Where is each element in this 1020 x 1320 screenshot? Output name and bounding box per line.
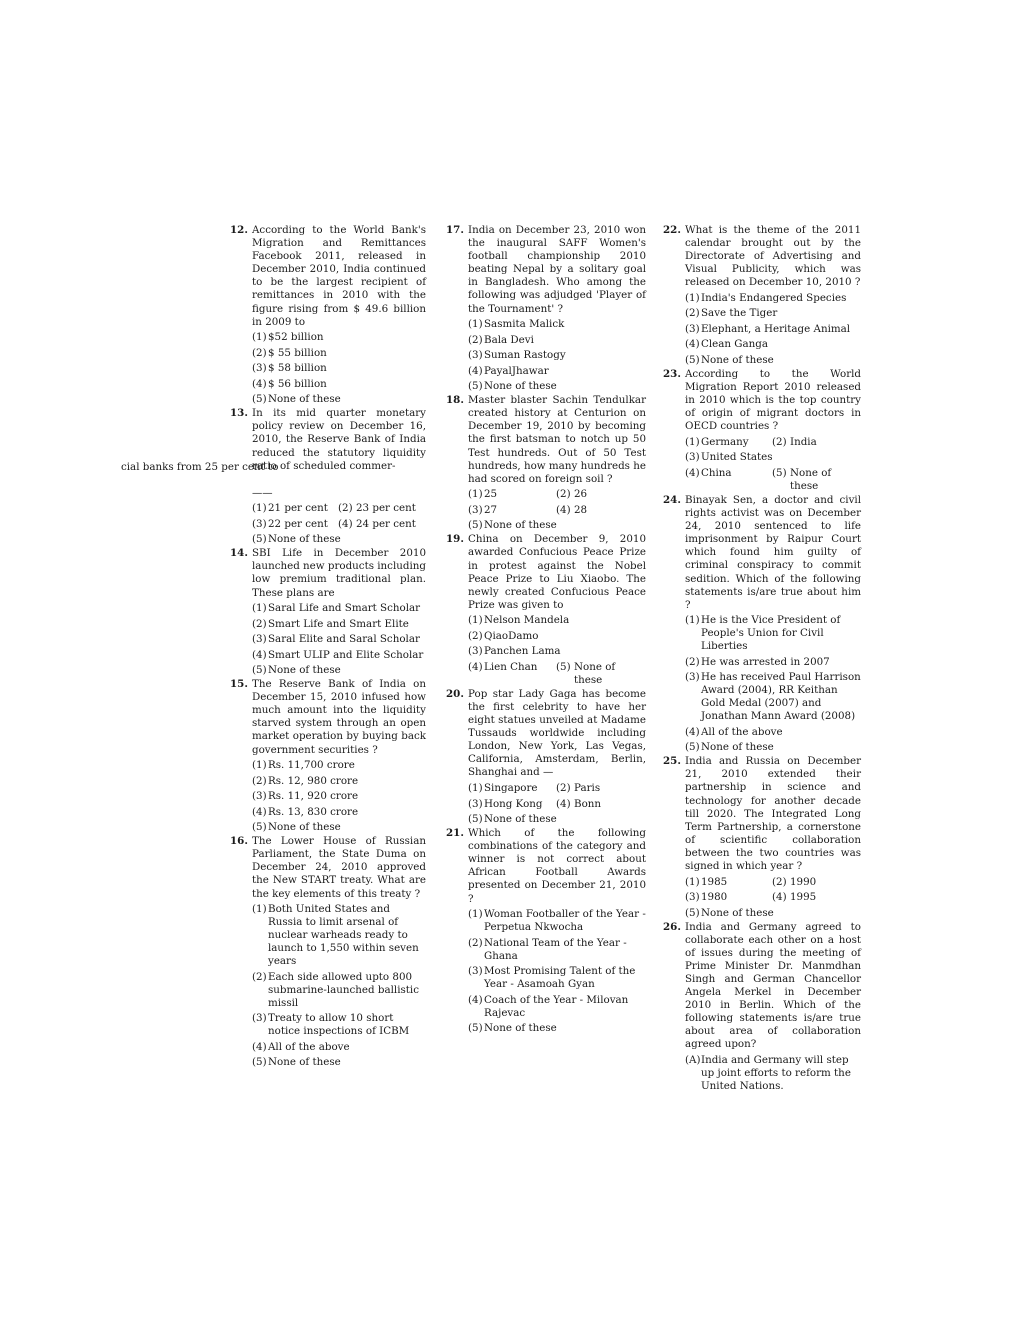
question-text: India and Germany agreed to collaborate each other on a host of issues during the meeting of Prime Minister Dr. Manmdhan Singh and German Chancellor Angela Merkel in December 2010 in Berlin. Which of the following statements is/are true about area of collaboration agreed upon? <box>685 920 861 1051</box>
answer-option-pair <box>685 891 861 904</box>
question-text: In its mid quarter monetary policy review on December 16, 2010, the Reserve Bank of India reduced the statutory liquidity ratio of scheduled commer- <box>252 407 426 472</box>
answer-option-pair <box>252 502 426 515</box>
option-text: 1980 <box>701 891 728 904</box>
option-text: Woman Footballer of the Year - Perpetua Nkwocha <box>484 908 646 934</box>
option-number: (3) <box>252 362 267 375</box>
answer-option <box>685 1054 861 1093</box>
question-16 <box>230 835 426 1069</box>
option-text: Smart Life and Smart Elite <box>268 617 409 630</box>
option-number: (2) <box>685 307 700 320</box>
answer-option <box>252 821 426 834</box>
answer-option <box>252 790 426 803</box>
option-text: None of these <box>484 519 557 532</box>
option-text: None of these <box>701 353 774 366</box>
answer-option <box>685 891 772 904</box>
answer-option-pair <box>468 782 646 795</box>
question-20 <box>446 688 646 826</box>
answer-option <box>468 365 646 378</box>
option-number: (4) <box>338 517 353 530</box>
answer-option <box>468 813 646 826</box>
option-number: (2) <box>252 970 267 983</box>
option-number: (2) <box>252 774 267 787</box>
column-left <box>230 224 426 1070</box>
answer-option <box>685 338 861 351</box>
option-text: He has received Paul Harrison Award (2004), RR Keithan Gold Medal (2007) and Jonathan Mann Award (2008) <box>701 671 861 723</box>
option-text: Sasmita Malick <box>484 318 565 331</box>
option-number: (5) <box>468 380 483 393</box>
question-text: Pop star Lady Gaga has become the first celebrity to have her eight statues unveiled at Madame Tussauds worldwide including London, New York, Las Vegas, California, Amsterdam, Berlin, Shanghai and — <box>468 687 646 779</box>
option-text: Coach of the Year - Milovan Rajevac <box>484 993 629 1019</box>
question-19 <box>446 533 646 687</box>
question-text: China on December 9, 2010 awarded Confucious Peace Prize in protest against the Nobel Peace Prize to Liu Xiaobo. The newly created Confucious Peace Prize was given to <box>468 533 646 611</box>
option-number: (1) <box>252 331 267 344</box>
option-number: (3) <box>252 1012 267 1025</box>
question-number: 18. <box>446 394 464 407</box>
answer-option <box>685 741 861 754</box>
option-text: National Team of the Year - Ghana <box>484 936 627 962</box>
answer-option <box>468 1022 646 1035</box>
option-number: (4) <box>772 891 787 904</box>
option-number: (5) <box>685 353 700 366</box>
option-text: 27 <box>484 503 498 516</box>
answer-option <box>468 798 556 811</box>
option-text: 1990 <box>790 875 817 888</box>
answer-option <box>252 362 426 375</box>
option-number: (2) <box>468 629 483 642</box>
option-number: (5) <box>468 1022 483 1035</box>
option-text: Elephant, a Heritage Animal <box>701 322 851 335</box>
answer-option <box>556 661 646 687</box>
option-text: Rs. 11, 920 crore <box>268 790 359 803</box>
option-number: (1) <box>468 908 483 921</box>
option-text: None of these <box>268 393 341 406</box>
option-text: Germany <box>701 435 749 448</box>
question-text: Binayak Sen, a doctor and civil rights activist was on December 24, 2010 sentenced to life imprisonment by Raipur Court which found him guilty of criminal conspiracy to commit sedition. Which of the following statements is/are true about him ? <box>685 493 861 611</box>
option-number: (2) <box>338 502 353 515</box>
option-number: (5) <box>685 741 700 754</box>
answer-option <box>685 726 861 739</box>
answer-option <box>252 518 338 531</box>
column-right <box>663 224 861 1094</box>
answer-option <box>685 292 861 305</box>
option-number: (1) <box>685 875 700 888</box>
answer-option <box>252 1041 426 1054</box>
option-number: (5) <box>252 393 267 406</box>
answer-blank: —— <box>252 486 273 499</box>
option-text: Save the Tiger <box>701 307 778 320</box>
question-23 <box>663 368 861 493</box>
option-text: 26 <box>574 488 588 501</box>
answer-option <box>772 467 861 493</box>
question-number: 16. <box>230 835 248 848</box>
option-text: Rs. 11,700 crore <box>268 759 355 772</box>
answer-option <box>685 876 772 889</box>
option-text: 1985 <box>701 875 728 888</box>
option-text: Suman Rastogy <box>484 349 566 362</box>
answer-option <box>685 907 861 920</box>
option-number: (4) <box>556 503 571 516</box>
option-text: 28 <box>574 503 588 516</box>
question-24 <box>663 494 861 754</box>
answer-option <box>338 518 426 531</box>
question-number: 24. <box>663 493 681 506</box>
option-number: (3) <box>252 517 267 530</box>
option-number: (3) <box>252 790 267 803</box>
answer-option <box>685 436 772 449</box>
question-number: 14. <box>230 547 248 560</box>
answer-option <box>252 759 426 772</box>
option-number: (1) <box>252 903 267 916</box>
option-text: Hong Kong <box>484 797 543 810</box>
answer-option <box>252 806 426 819</box>
option-text: Smart ULIP and Elite Scholar <box>268 648 424 661</box>
answer-option-pair <box>468 504 646 517</box>
question-text: SBI Life in December 2010 launched new products including low premium traditional plan. These plans are <box>252 547 426 599</box>
answer-option <box>252 602 426 615</box>
option-number: (2) <box>772 875 787 888</box>
option-number: (4) <box>252 805 267 818</box>
answer-option-pair <box>685 467 861 493</box>
question-13 <box>230 407 426 546</box>
answer-option <box>468 782 556 795</box>
option-number: (2) <box>468 936 483 949</box>
answer-option <box>468 349 646 362</box>
option-text: He was arrested in 2007 <box>701 655 830 668</box>
answer-option <box>468 519 646 532</box>
option-text: $52 billion <box>268 331 324 344</box>
question-12 <box>230 224 426 406</box>
question-number: 20. <box>446 687 464 700</box>
option-text: All of the above <box>268 1040 350 1053</box>
question-number: 12. <box>230 224 248 236</box>
question-text: According to the World Migration Report 2010 released in 2010 which is the top country of origin of migrant doctors in OECD countries ? <box>685 367 861 433</box>
answer-option <box>252 378 426 391</box>
answer-option <box>556 488 646 501</box>
option-number: (3) <box>468 645 483 658</box>
option-text: None of these <box>268 664 341 677</box>
answer-option <box>252 502 338 515</box>
option-text: Bala Devi <box>484 333 534 346</box>
option-text: $ 56 billion <box>268 377 327 390</box>
question-text: India and Russia on December 21, 2010 extended their partnership in science and technology for another decade till 2020. The Integrated Long Term Partnership, a cornerstone of scientific collaboration between the two countries was signed in which year ? <box>685 755 861 873</box>
answer-option <box>252 649 426 662</box>
answer-option <box>685 307 861 320</box>
answer-option-pair <box>685 436 861 449</box>
option-number: (4) <box>252 648 267 661</box>
answer-option <box>685 451 861 464</box>
answer-option <box>468 965 646 991</box>
option-number: (5) <box>252 1056 267 1069</box>
answer-option <box>685 354 861 367</box>
option-text: None of these <box>701 741 774 754</box>
question-number: 26. <box>663 920 681 933</box>
answer-option-pair <box>468 798 646 811</box>
answer-option <box>468 937 646 963</box>
question-14 <box>230 547 426 677</box>
option-number: (2) <box>556 488 571 501</box>
option-number: (5) <box>468 813 483 826</box>
option-number: (1) <box>685 291 700 304</box>
answer-option <box>252 775 426 788</box>
answer-option <box>252 633 426 646</box>
option-number: (4) <box>685 725 700 738</box>
option-text: None of these <box>268 533 341 546</box>
option-number: (3) <box>685 451 700 464</box>
option-text: Rs. 13, 830 crore <box>268 805 359 818</box>
option-text: 1995 <box>790 891 817 904</box>
option-number: (5) <box>685 906 700 919</box>
option-text: Treaty to allow 10 short notice inspections of ICBM <box>268 1012 410 1038</box>
option-number: (4) <box>685 338 700 351</box>
option-number: (3) <box>685 671 700 684</box>
column-middle <box>446 224 646 1036</box>
option-number: (2) <box>772 435 787 448</box>
option-text: India's Endangered Species <box>701 291 847 304</box>
option-text: Most Promising Talent of the Year - Asamoah Gyan <box>484 965 636 991</box>
question-text: According to the World Bank's Migration and Remittances Facebook 2011, released in December 2010, India continued to be the largest recipient of remittances in 2010 with the figure rising from $ 49.6 billion in 2009 to <box>252 224 426 328</box>
question-21 <box>446 827 646 1035</box>
option-number: (1) <box>468 782 483 795</box>
option-text: None of these <box>484 1022 557 1035</box>
answer-option <box>468 645 646 658</box>
answer-option <box>556 782 646 795</box>
option-number: (4) <box>685 466 700 479</box>
option-number: (5) <box>252 664 267 677</box>
option-number: (5) <box>252 821 267 834</box>
option-number: (4) <box>468 364 483 377</box>
option-text: India <box>790 435 817 448</box>
option-text: None of these <box>701 906 774 919</box>
question-number: 23. <box>663 367 681 380</box>
option-text: Both United States and Russia to limit arsenal of nuclear warheads ready to launch to 1,550 within seven years <box>268 903 419 968</box>
option-text: 23 per cent <box>356 502 416 515</box>
answer-option <box>685 323 861 336</box>
question-26 <box>663 921 861 1093</box>
option-text: Lien Chan <box>484 660 538 673</box>
option-text: Saral Life and Smart Scholar <box>268 602 421 615</box>
question-number: 15. <box>230 678 248 691</box>
option-text: $ 55 billion <box>268 346 327 359</box>
option-text: 22 per cent <box>268 517 328 530</box>
answer-option <box>556 798 646 811</box>
option-number: (1) <box>468 318 483 331</box>
answer-option <box>685 671 861 723</box>
option-number: (3) <box>252 633 267 646</box>
answer-option <box>772 876 861 889</box>
question-text: Master blaster Sachin Tendulkar created history at Centurion on December 19, 2010 by becoming the first batsman to notch up 50 Test hundreds. Out of 50 Test hundreds, how many hundreds he had scored on foreign soil ? <box>468 394 646 485</box>
question-18 <box>446 394 646 532</box>
answer-option <box>468 504 556 517</box>
option-number: (2) <box>556 782 571 795</box>
option-number: (1) <box>685 614 700 627</box>
answer-option <box>252 331 426 344</box>
option-number: (3) <box>685 891 700 904</box>
option-number: (5) <box>252 533 267 546</box>
option-number: (3) <box>468 965 483 978</box>
question-number: 17. <box>446 224 464 236</box>
answer-option <box>468 908 646 934</box>
question-number: 19. <box>446 533 464 546</box>
option-number: (3) <box>468 503 483 516</box>
option-text: 25 <box>484 488 498 501</box>
option-number: (3) <box>468 797 483 810</box>
option-number: (1) <box>252 602 267 615</box>
answer-option <box>252 1012 426 1038</box>
option-text: United States <box>701 451 773 464</box>
option-text: Nelson Mandela <box>484 614 570 627</box>
answer-option-pair <box>468 488 646 501</box>
option-number: (5) <box>556 660 571 673</box>
answer-option <box>685 467 772 493</box>
option-number: (1) <box>468 488 483 501</box>
answer-option <box>685 656 861 669</box>
option-text: Each side allowed upto 800 submarine-launched ballistic missil <box>268 970 419 1009</box>
option-text: Paris <box>574 782 601 795</box>
answer-option <box>252 664 426 677</box>
answer-option <box>252 1056 426 1069</box>
question-17 <box>446 224 646 393</box>
answer-option <box>468 994 646 1020</box>
question-number: 21. <box>446 827 464 840</box>
option-text: PayalJhawar <box>484 364 549 377</box>
question-text: Which of the following combinations of the category and winner is not correct about African Football Awards presented on December 21, 2010 ? <box>468 827 646 905</box>
answer-option <box>252 393 426 406</box>
option-text: 24 per cent <box>356 517 416 530</box>
option-text: 21 per cent <box>268 502 328 515</box>
question-text: What is the theme of the 2011 calendar brought out by the Directorate of Advertising and Visual Publicity, which was released on December 10, 2010 ? <box>685 224 861 289</box>
option-text: All of the above <box>701 725 783 738</box>
option-text: China <box>701 466 732 479</box>
option-text: He is the Vice President of People's Union for Civil Liberties <box>701 614 841 653</box>
option-text: None of these <box>484 813 557 826</box>
answer-option <box>556 504 646 517</box>
answer-option <box>252 971 426 1010</box>
option-number: (2) <box>252 617 267 630</box>
question-15 <box>230 678 426 834</box>
question-number: 25. <box>663 755 681 768</box>
option-number: (A) <box>685 1054 701 1067</box>
option-text: None of these <box>574 660 616 686</box>
answer-option <box>468 614 646 627</box>
option-number: (1) <box>685 435 700 448</box>
answer-option <box>338 502 426 515</box>
option-number: (4) <box>468 660 483 673</box>
answer-option <box>468 661 556 687</box>
question-number: 13. <box>230 407 248 420</box>
option-text: $ 58 billion <box>268 362 327 375</box>
answer-option-pair <box>468 661 646 687</box>
option-number: (2) <box>685 655 700 668</box>
answer-option <box>252 347 426 360</box>
question-text: The Reserve Bank of India on December 15, 2010 infused how much amount into the liquidity starved system through an open market operation by buying back government securities ? <box>252 678 426 756</box>
answer-option <box>468 334 646 347</box>
option-number: (3) <box>685 322 700 335</box>
question-25 <box>663 755 861 919</box>
option-text: Saral Elite and Saral Scholar <box>268 633 420 646</box>
option-text: Clean Ganga <box>701 338 769 351</box>
option-number: (2) <box>468 333 483 346</box>
answer-option <box>252 533 426 546</box>
answer-option-pair <box>252 518 426 531</box>
option-text: Panchen Lama <box>484 645 561 658</box>
option-text: India and Germany will step up joint efforts to reform the United Nations. <box>701 1054 851 1093</box>
option-text: QiaoDamo <box>484 629 539 642</box>
answer-option <box>468 318 646 331</box>
question-text: The Lower House of Russian Parliament, the State Duma on December 24, 2010 approved the New START treaty. What are the key elements of this treaty ? <box>252 835 426 900</box>
answer-option <box>468 380 646 393</box>
option-text: None of these <box>790 466 832 492</box>
option-number: (5) <box>772 466 787 479</box>
option-number: (1) <box>468 614 483 627</box>
answer-option <box>772 891 861 904</box>
option-text: Rs. 12, 980 crore <box>268 774 359 787</box>
option-number: (1) <box>252 502 267 515</box>
option-number: (2) <box>252 346 267 359</box>
option-text: Singapore <box>484 782 538 795</box>
answer-option <box>468 630 646 643</box>
answer-option <box>252 618 426 631</box>
option-text: None of these <box>268 821 341 834</box>
option-number: (4) <box>468 993 483 1006</box>
answer-option <box>772 436 861 449</box>
option-number: (4) <box>252 1040 267 1053</box>
option-number: (1) <box>252 759 267 772</box>
answer-option <box>685 614 861 653</box>
option-number: (4) <box>556 797 571 810</box>
option-number: (3) <box>468 349 483 362</box>
question-text: India on December 23, 2010 won the inaugural SAFF Women's football championship 2010 beating Nepal by a solitary goal in Bangladesh. Who among the following was adjudged 'Player of the Tournament' ? <box>468 224 646 315</box>
option-number: (4) <box>252 377 267 390</box>
answer-option-pair <box>685 876 861 889</box>
question-22 <box>663 224 861 367</box>
option-text: None of these <box>268 1056 341 1069</box>
option-text: Bonn <box>574 797 602 810</box>
answer-option <box>468 488 556 501</box>
option-text: None of these <box>484 380 557 393</box>
question-13-overflow-text: cial banks from 25 per cent to <box>121 461 279 473</box>
answer-option <box>252 903 426 968</box>
option-number: (5) <box>468 519 483 532</box>
question-number: 22. <box>663 224 681 236</box>
